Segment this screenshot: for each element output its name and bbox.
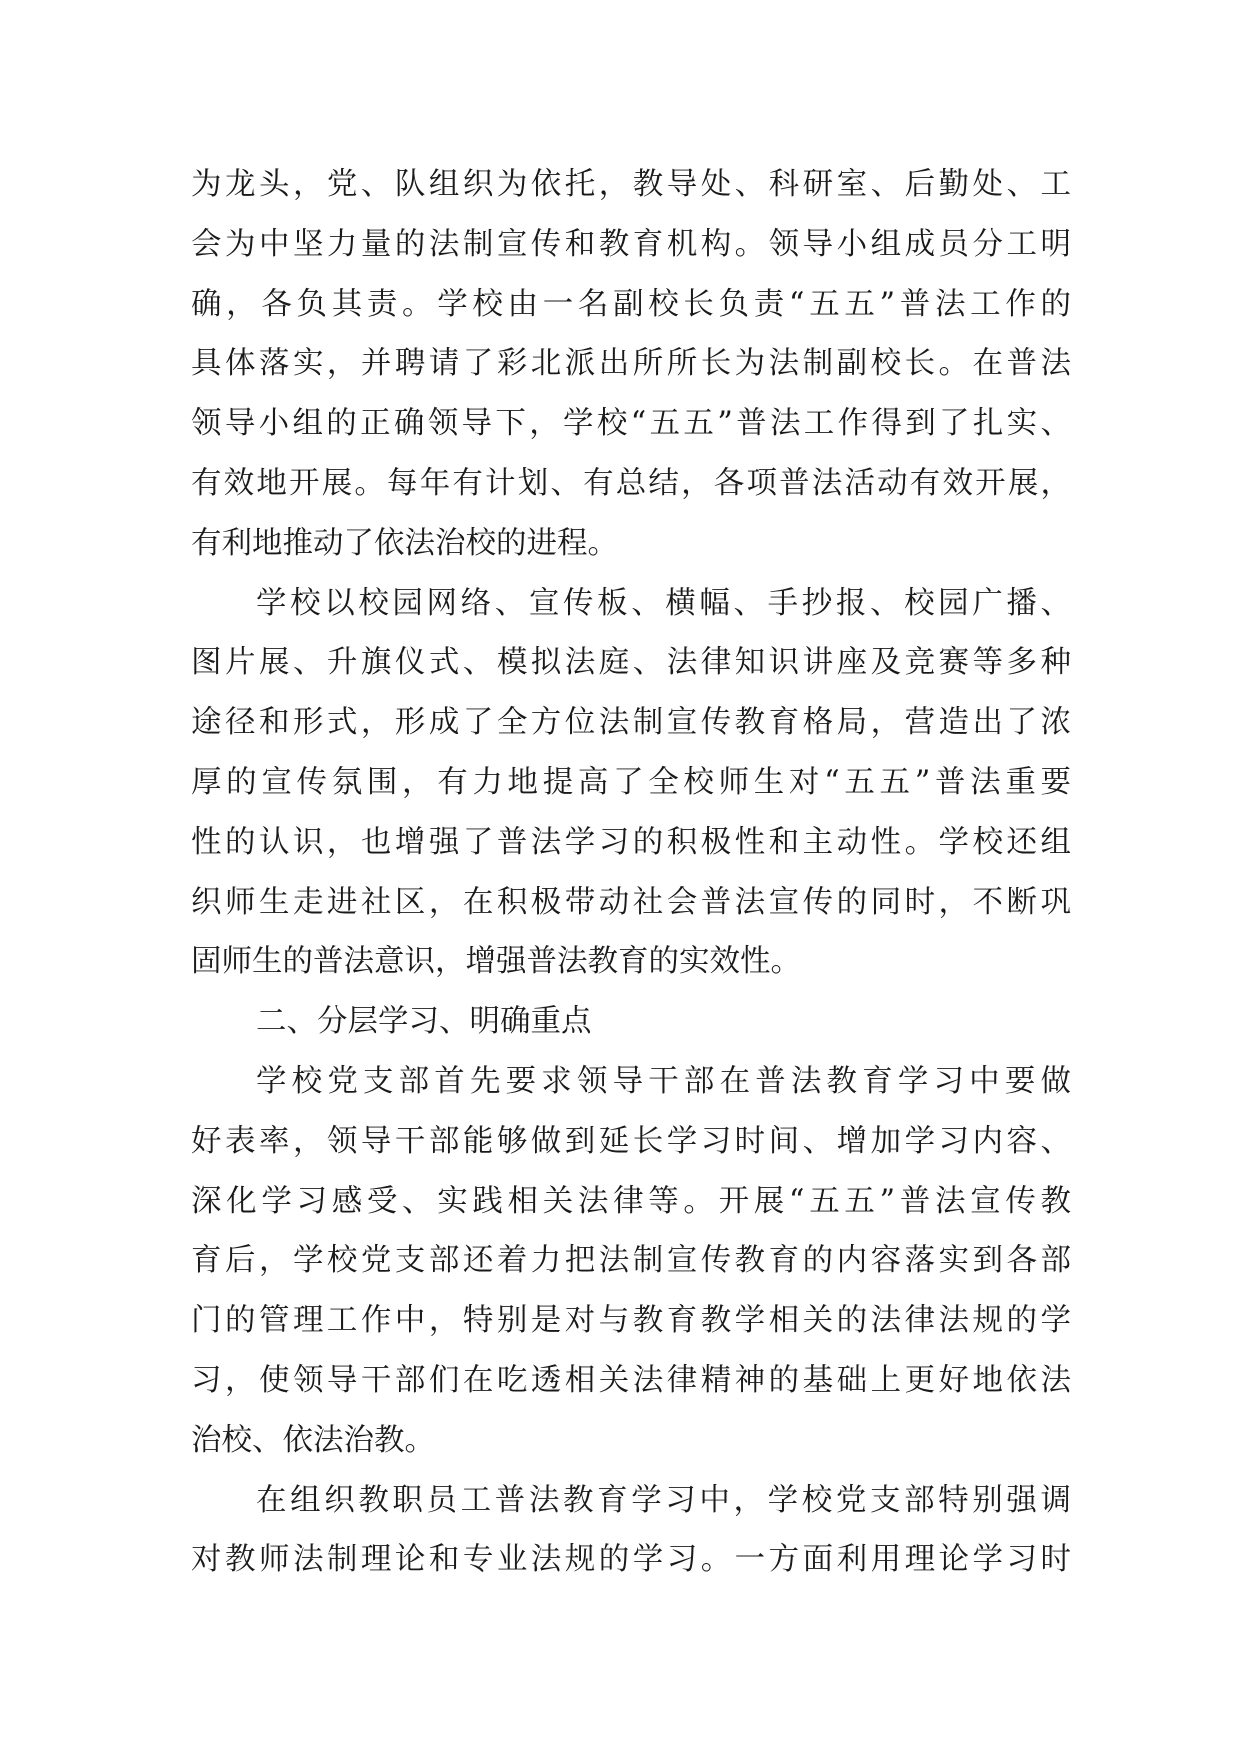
text-line: 有效地开展。每年有计划、有总结，各项普法活动有效开展， (191, 465, 1071, 501)
text-line: 有利地推动了依法治校的进程。 (191, 525, 618, 561)
text-line: 图片展、升旗仪式、模拟法庭、法律知识讲座及竞赛等多种 (191, 645, 1071, 681)
text-line: 习，使领导干部们在吃透相关法律精神的基础上更好地依法 (191, 1362, 1071, 1398)
text-line: 育后，学校党支部还着力把法制宣传教育的内容落实到各部 (191, 1243, 1071, 1279)
text-line: 会为中坚力量的法制宣传和教育机构。领导小组成员分工明 (191, 226, 1071, 262)
document-body (191, 155, 1071, 1590)
text-line: 深化学习感受、实践相关法律等。开展“五五”普法宣传教 (191, 1183, 1071, 1219)
text-line: 织师生走进社区，在积极带动社会普法宣传的同时，不断巩 (191, 884, 1071, 920)
text-line: 为龙头，党、队组织为依托，教导处、科研室、后勤处、工 (191, 167, 1071, 202)
text-line: 治校、依法治教。 (191, 1422, 435, 1458)
text-line: 具体落实，并聘请了彩北派出所所长为法制副校长。在普法 (191, 346, 1071, 382)
text-line: 学校以校园网络、宣传板、横幅、手抄报、校园广播、 (256, 585, 1071, 621)
text-line: 确，各负其责。学校由一名副校长负责“五五”普法工作的 (191, 286, 1071, 322)
text-line: 好表率，领导干部能够做到延长学习时间、增加学习内容、 (191, 1123, 1071, 1159)
text-line: 门的管理工作中，特别是对与教育教学相关的法律法规的学 (191, 1303, 1071, 1339)
text-line: 学校党支部首先要求领导干部在普法教育学习中要做 (256, 1063, 1071, 1099)
text-line: 对教师法制理论和专业法规的学习。一方面利用理论学习时 (191, 1542, 1071, 1578)
section-heading: 二、分层学习、明确重点 (256, 1004, 592, 1040)
text-line: 途径和形式，形成了全方位法制宣传教育格局，营造出了浓 (191, 705, 1071, 741)
text-line: 厚的宣传氛围，有力地提高了全校师生对“五五”普法重要 (191, 764, 1071, 800)
text-line: 固师生的普法意识，增强普法教育的实效性。 (191, 944, 801, 980)
text-line: 在组织教职员工普法教育学习中，学校党支部特别强调 (256, 1482, 1071, 1518)
text-line: 性的认识，也增强了普法学习的积极性和主动性。学校还组 (191, 824, 1071, 860)
text-line: 领导小组的正确领导下，学校“五五”普法工作得到了扎实、 (191, 406, 1071, 442)
